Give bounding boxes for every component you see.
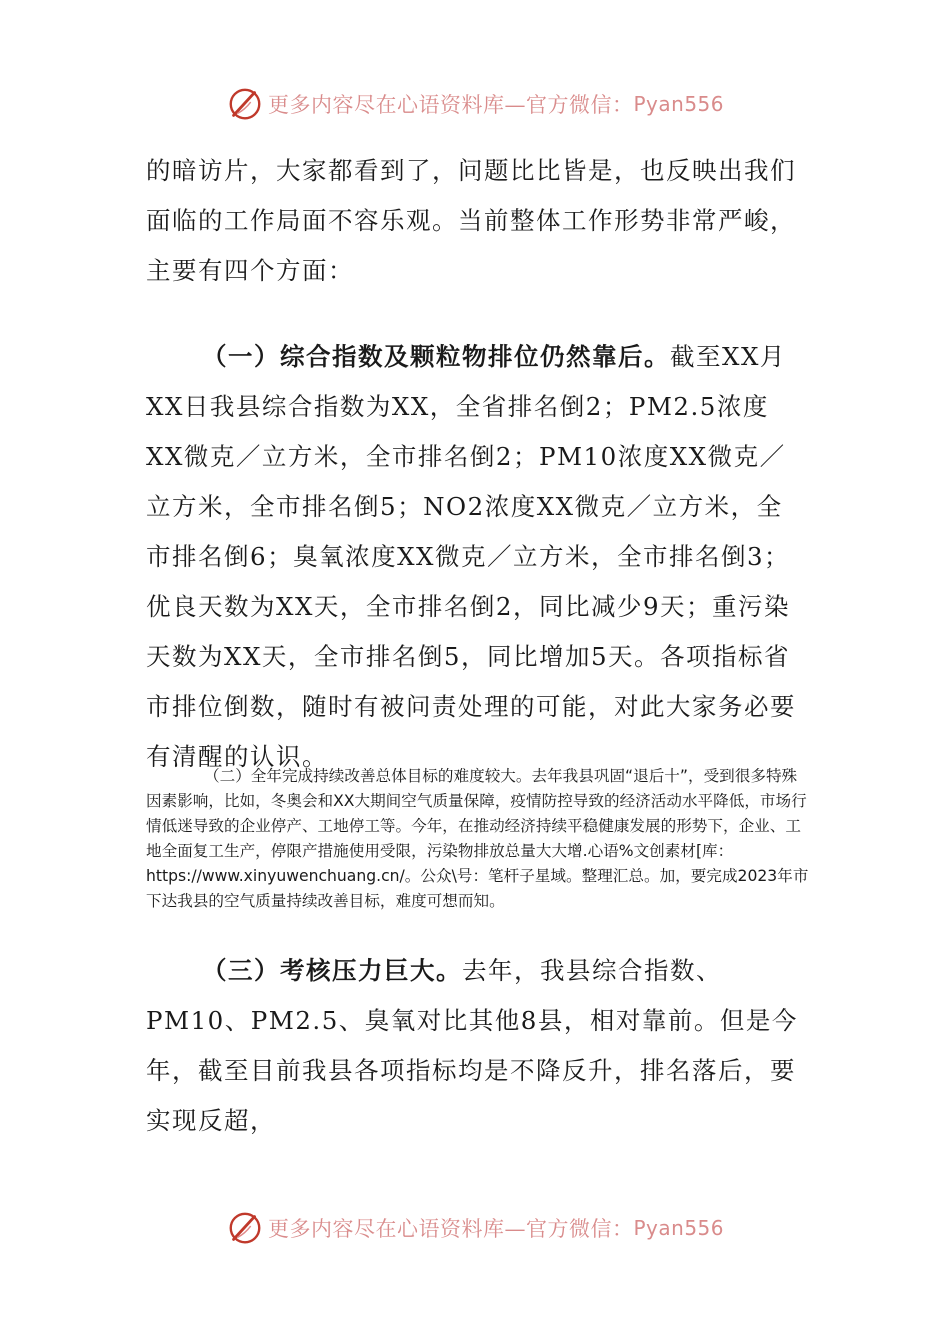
section-3-heading: （三）考核压力巨大。 (202, 956, 462, 985)
header-watermark-banner (226, 82, 724, 126)
section-3-body: 去年，我县综合指数、PM10、PM2.5、臭氧对比其他8县，相对靠前。但是今年，截至目前我县各项指标均是不降反升，排名落后，要实现反超， (146, 956, 798, 1135)
banner-wechat-id: Pyan556 (633, 1216, 725, 1240)
footer-watermark-banner (226, 1206, 724, 1250)
banner-wechat-id: Pyan556 (633, 92, 725, 116)
paragraph-section-3 (146, 946, 806, 1146)
section-1-heading: （一）综合指数及颗粒物排位仍然靠后。 (202, 342, 670, 371)
paragraph-section-2: （二）全年完成持续改善总体目标的难度较大。去年我县巩固“退后十”，受到很多特殊因素影响，比如，冬奥会和XX大期间空气质量保障，疫情防控导致的经济活动水平降低，市场行情低迷导致的企业停产、工地停工等。今年，在推动经济持续平稳健康发展的形势下，企业、工地全面复工生产，停限产措施使用受限，污染物排放总量大大增.心语%文创素材[库：https://www.xinyuwenchuang.cn/。公众\号：笔杆子星域。整理汇总。加，要完成2023年市下达我县的空气质量持续改善目标，难度可想而知。 (146, 767, 809, 910)
pen-circle-logo-icon (226, 1209, 264, 1247)
paragraph-intro: 的暗访片，大家都看到了，问题比比皆是，也反映出我们面临的工作局面不容乐观。当前整体工作形势非常严峻，主要有四个方面： (146, 156, 796, 285)
banner-text: 更多内容尽在心语资料库—官方微信： (268, 1217, 634, 1241)
pen-circle-logo-icon (226, 85, 264, 123)
paragraph-section-1 (146, 332, 806, 782)
section-1-body: 截至XX月XX日我县综合指数为XX，全省排名倒2；PM2.5浓度XX微克／立方米，全市排名倒2；PM10浓度XX微克／立方米，全市排名倒5；NO2浓度XX微克／立方米，全市排名倒6；臭氧浓度XX微克／立方米，全市排名倒3；优良天数为XX天，全市排名倒2，同比减少9天；重污染天数为XX天，全市排名倒5，同比增加5天。各项指标省市排位倒数，随时有被问责处理的可能，对此大家务必要有清醒的认识。 (146, 342, 796, 771)
banner-text: 更多内容尽在心语资料库—官方微信： (268, 93, 634, 117)
